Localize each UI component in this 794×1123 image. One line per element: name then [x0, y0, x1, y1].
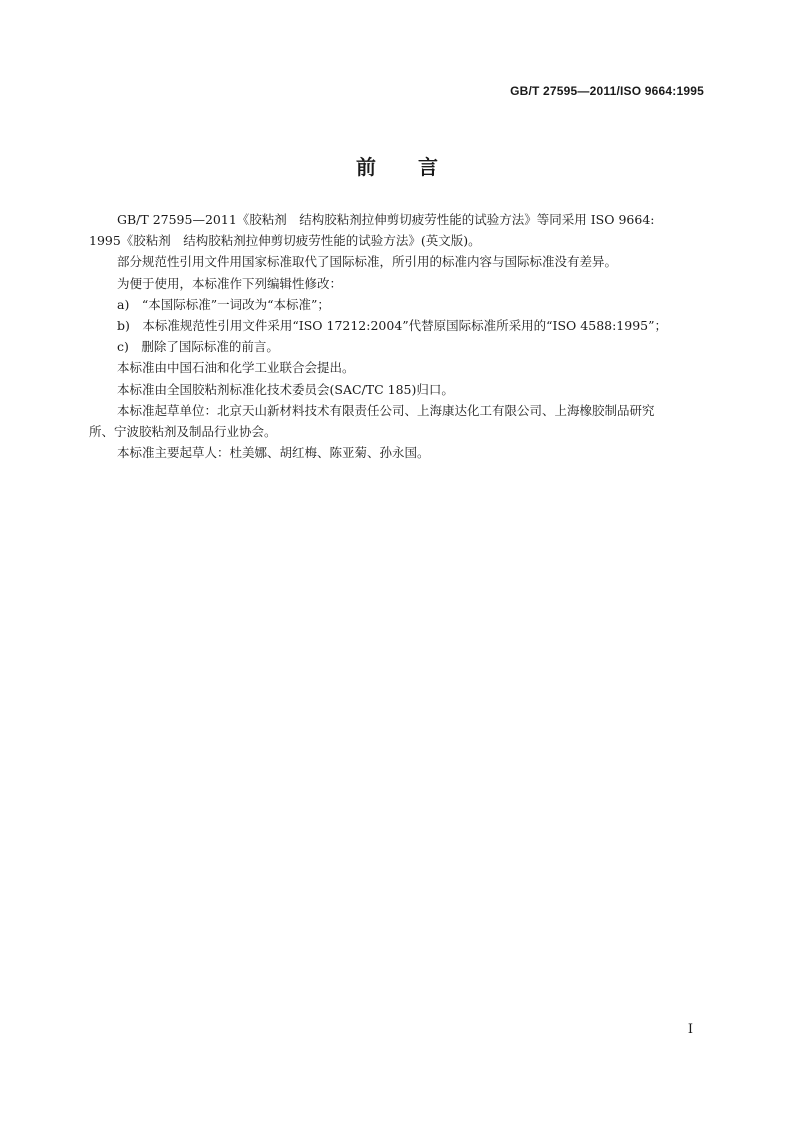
paragraph-1-line-2: 1995《胶粘剂 结构胶粘剂拉伸剪切疲劳性能的试验方法》(英文版)。 — [89, 233, 481, 249]
list-item-a: a) “本国际标准”一词改为“本标准”； — [117, 296, 330, 312]
paragraph-4: 本标准由中国石油和化学工业联合会提出。 — [117, 360, 355, 376]
list-item-b: b) 本标准规范性引用文件采用“ISO 17212:2004”代替原国际标准所采用的“ISO 4588:1995”； — [117, 318, 668, 334]
paragraph-3: 为便于使用，本标准作下列编辑性修改： — [117, 275, 343, 291]
paragraph-1-line-1: GB/T 27595—2011《胶粘剂 结构胶粘剂拉伸剪切疲劳性能的试验方法》等同采用 ISO 9664: — [117, 212, 655, 227]
paragraph-6-line-2: 所、宁波胶粘剂及制品行业协会。 — [89, 424, 277, 440]
page-number: I — [687, 1022, 693, 1037]
paragraph-5: 本标准由全国胶粘剂标准化技术委员会(SAC/TC 185)归口。 — [117, 381, 454, 397]
paragraph-7: 本标准主要起草人：杜美娜、胡红梅、陈亚菊、孙永国。 — [117, 445, 430, 461]
list-item-c: c) 删除了国际标准的前言。 — [117, 339, 279, 355]
page-title: 前言 — [356, 155, 480, 179]
paragraph-6-line-1: 本标准起草单位：北京天山新材料技术有限责任公司、上海康达化工有限公司、上海橡胶制品研究 — [117, 402, 655, 418]
foreword-body — [89, 209, 705, 463]
standard-code: GB/T 27595—2011/ISO 9664:1995 — [510, 84, 704, 98]
paragraph-2: 部分规范性引用文件用国家标准取代了国际标准，所引用的标准内容与国际标准没有差异。 — [117, 254, 618, 270]
